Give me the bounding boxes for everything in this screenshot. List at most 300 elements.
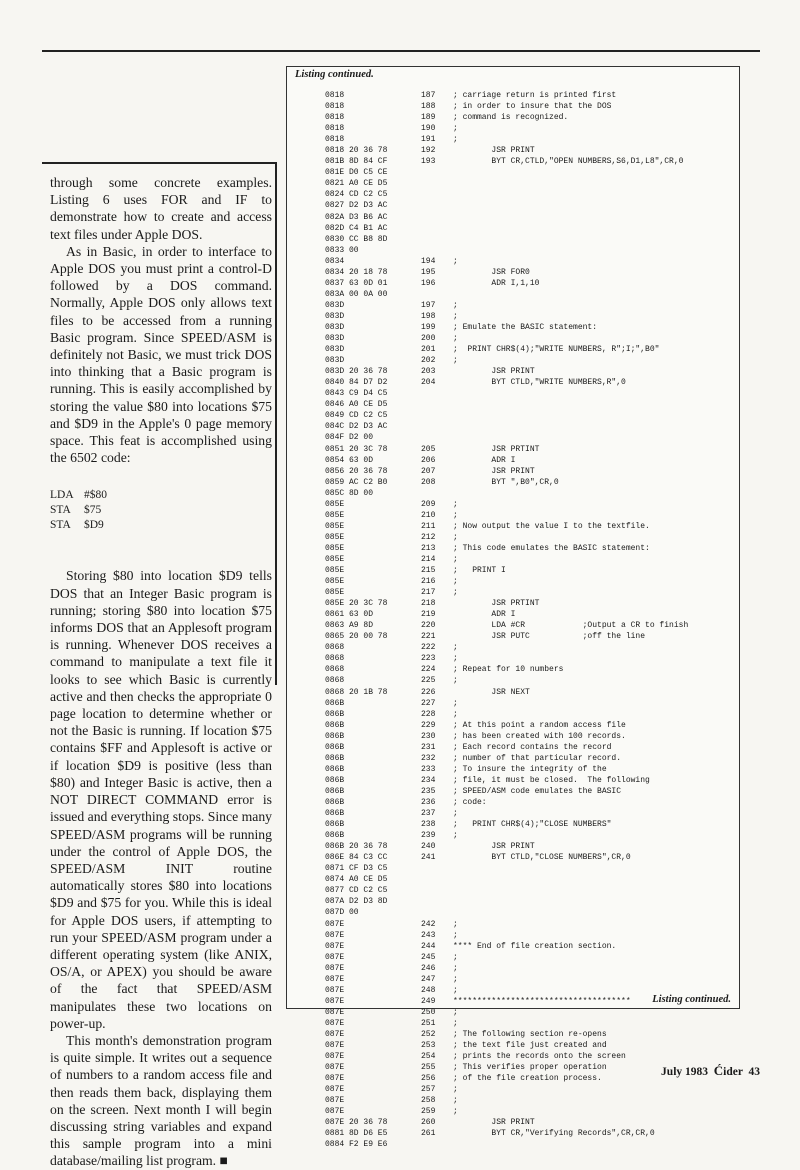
listing-source: ; code:	[453, 798, 487, 807]
listing-address: 086B	[325, 698, 345, 708]
listing-source: ; The following section re-opens	[453, 1029, 607, 1039]
listing-line-number: 206	[421, 455, 436, 465]
listing-row	[325, 543, 735, 554]
listing-line-number: 221	[421, 632, 436, 642]
listing-source: ;	[453, 809, 458, 819]
listing-line-number: 198	[421, 311, 436, 321]
listing-row	[325, 675, 735, 686]
listing-address: 0824 CD C2 C5	[325, 190, 388, 200]
listing-row	[325, 896, 735, 907]
listing-row	[325, 664, 735, 675]
listing-row	[325, 1018, 735, 1029]
listing-row	[325, 753, 735, 764]
listing-source: JSR NEXT	[453, 687, 530, 697]
listing-source: ;	[453, 135, 458, 145]
listing-line-number: 204	[421, 378, 436, 388]
listing-row	[325, 930, 735, 941]
listing-address: 0833 00	[325, 245, 359, 255]
listing-line-number: 217	[421, 588, 436, 598]
listing-line-number: 242	[421, 919, 436, 929]
listing-address: 081E D0 C5 CE	[325, 168, 388, 178]
listing-source: ; PRINT CHR$(4);"CLOSE NUMBERS"	[453, 820, 612, 830]
listing-source: ; number of that particular record.	[453, 753, 622, 763]
listing-row	[325, 742, 735, 753]
listing-line-number: 252	[421, 1029, 436, 1039]
listing-row	[325, 554, 735, 565]
listing-source: ;	[453, 643, 458, 653]
listing-line-number: 253	[421, 1041, 436, 1051]
listing-source: ;	[453, 831, 458, 841]
listing-line-number: 255	[421, 1063, 436, 1073]
listing-row	[325, 797, 735, 808]
listing-row	[325, 421, 735, 432]
listing-row	[325, 598, 735, 609]
listing-line-number: 213	[421, 543, 436, 553]
listing-address: 086B	[325, 764, 345, 774]
listing-source: BYT CTLD,"WRITE NUMBERS,R",0	[453, 378, 626, 388]
listing-line-number: 188	[421, 102, 436, 112]
listing-address: 083D	[325, 334, 345, 344]
listing-address: 0877 CD C2 C5	[325, 886, 388, 896]
listing-source: BYT ",B0",CR,0	[453, 477, 559, 487]
listing-source: *************************************	[453, 996, 631, 1006]
page-number: 43	[748, 1066, 760, 1078]
listing-row	[325, 311, 735, 322]
listing-row	[325, 510, 735, 521]
asm-opcode: LDA	[50, 489, 74, 502]
listing-row	[325, 289, 735, 300]
listing-row	[325, 1095, 735, 1106]
listing-address: 0834	[325, 256, 345, 266]
listing-source: ;	[453, 963, 458, 973]
listing-address: 0868	[325, 676, 345, 686]
listing-address: 086B	[325, 809, 345, 819]
listing-address: 0818	[325, 91, 345, 100]
listing-source: ; PRINT CHR$(4);"WRITE NUMBERS, R";I;",B0"	[453, 345, 660, 355]
listing-address: 085E	[325, 554, 345, 564]
listing-source: ;	[453, 1107, 458, 1117]
listing-address: 082D C4 B1 AC	[325, 223, 388, 233]
listing-line-number: 256	[421, 1074, 436, 1084]
listing-line-number: 210	[421, 510, 436, 520]
listing-address: 0846 A0 CE D5	[325, 400, 388, 410]
listing-source: ; file, it must be closed. The following	[453, 775, 650, 785]
listing-row	[325, 1040, 735, 1051]
listing-row	[325, 1029, 735, 1040]
asm-operand: #$80	[84, 489, 107, 502]
listing-row	[325, 709, 735, 720]
listing-address: 083D	[325, 311, 345, 321]
listing-source: ;	[453, 676, 458, 686]
listing-line-number: 193	[421, 157, 436, 167]
listing-row	[325, 587, 735, 598]
issue-date: July 1983	[661, 1066, 709, 1078]
listing-source: ; in order to insure that the DOS	[453, 102, 612, 112]
listing-row	[325, 156, 735, 167]
listing-row	[325, 764, 735, 775]
listing-line-number: 249	[421, 996, 436, 1006]
listing-source: ;	[453, 698, 458, 708]
listing-line-number: 219	[421, 610, 436, 620]
listing-source: ;	[453, 919, 458, 929]
listing-line-number: 214	[421, 554, 436, 564]
listing-line-number: 244	[421, 941, 436, 951]
listing-source: ;	[453, 577, 458, 587]
listing-source: ;	[453, 334, 458, 344]
listing-row	[325, 488, 735, 499]
listing-line-number: 216	[421, 577, 436, 587]
listing-source: ; Emulate the BASIC statement:	[453, 322, 598, 332]
listing-source: ; PRINT I	[453, 566, 506, 576]
listing-address: 087E	[325, 1096, 345, 1106]
listing-address: 087E	[325, 941, 345, 951]
asm-opcode: STA	[50, 519, 71, 532]
article-column	[50, 174, 272, 1170]
listing-source: JSR PRINT	[453, 842, 535, 852]
listing-source: ;	[453, 1085, 458, 1095]
asm-opcode: STA	[50, 504, 71, 517]
listing-row	[325, 178, 735, 189]
listing-source: BYT CR,"Verifying Records",CR,CR,0	[453, 1129, 655, 1139]
listing-address: 0865 20 00 78	[325, 632, 388, 642]
listing-source: JSR PRINT	[453, 146, 535, 156]
listing-row	[325, 388, 735, 399]
listing-address: 087E	[325, 1052, 345, 1062]
listing-source: ; prints the records onto the screen	[453, 1052, 626, 1062]
listing-line-number: 223	[421, 654, 436, 664]
listing-row	[325, 200, 735, 211]
listing-line-number: 240	[421, 842, 436, 852]
listing-address: 0834 20 18 78	[325, 267, 388, 277]
listing-address: 0874 A0 CE D5	[325, 875, 388, 885]
listing-source: ; SPEED/ASM code emulates the BASIC	[453, 786, 622, 796]
listing-line-number: 248	[421, 985, 436, 995]
listing-address: 0881 8D D6 E5	[325, 1129, 388, 1139]
listing-line-number: 215	[421, 566, 436, 576]
listing-source: JSR PUTC ;off the line	[453, 632, 646, 642]
listing-row	[325, 112, 735, 123]
listing-line-number: 261	[421, 1129, 436, 1139]
listing-row	[325, 123, 735, 134]
listing-source: ADR I	[453, 455, 516, 465]
listing-source: **** End of file creation section.	[453, 941, 617, 951]
listing-row	[325, 223, 735, 234]
magazine-logo	[713, 1063, 743, 1078]
listing-source: ;	[453, 499, 458, 509]
listing-line-number: 207	[421, 466, 436, 476]
listing-row	[325, 1117, 735, 1128]
listing-address: 085E	[325, 577, 345, 587]
listing-address: 087E	[325, 952, 345, 962]
listing-address: 0884 F2 E9 E6	[325, 1140, 388, 1150]
listing-source: ; of the file creation process.	[453, 1074, 602, 1084]
listing-row	[325, 499, 735, 510]
asm-operand: $D9	[84, 519, 104, 532]
article-paragraph: Storing $80 into location $D9 tells DOS that an Integer Basic program is running; storing $80 into location $75 informs DOS that an Applesoft program is running. Whenever DOS receives a command to manipulate a text file it looks to see which Basic is currently active and then checks the appropriate 0 page location to determine whether or not the Basic is running. If location $75 contains $FF and Applesoft is active or if location $D9 is positive (less than $80) and Integer Basic is active, then a NOT DIRECT COMMAND error is issued and everything stops. Since many SPEED/ASM programs will be running under the control of Apple DOS, the SPEED/ASM INIT routine automatically stores $80 into locations $D9 and $75 for you. While this is ideal for Apple DOS users, if attempting to run your SPEED/ASM program under a different operating system (like ANIX, OS/A, or APEX) you should be aware of the fact that SPEED/ASM manipulates these two locations on power-up.	[50, 568, 273, 1031]
listing-row	[325, 1084, 735, 1095]
listing-row	[325, 907, 735, 918]
listing-line-number: 245	[421, 952, 436, 962]
listing-address: 0859 AC C2 B0	[325, 477, 388, 487]
listing-source: BYT CR,CTLD,"OPEN NUMBERS,S6,D1,L8",CR,0	[453, 157, 684, 167]
listing-address: 0840 84 D7 D2	[325, 378, 388, 388]
listing-row	[325, 1007, 735, 1018]
listing-address: 086B	[325, 831, 345, 841]
listing-address: 086B	[325, 820, 345, 830]
listing-source: ;	[453, 654, 458, 664]
listing-row	[325, 919, 735, 930]
listing-row	[325, 256, 735, 267]
listing-row	[325, 841, 735, 852]
listing-row	[325, 145, 735, 156]
listing-row	[325, 267, 735, 278]
listing-address: 0818	[325, 135, 345, 145]
listing-line-number: 239	[421, 831, 436, 841]
listing-row	[325, 333, 735, 344]
listing-row	[325, 1139, 735, 1150]
listing-row	[325, 698, 735, 709]
listing-source: ;	[453, 124, 458, 134]
listing-row	[325, 532, 735, 543]
listing-row	[325, 101, 735, 112]
listing-line-number: 243	[421, 930, 436, 940]
listing-line-number: 205	[421, 444, 436, 454]
listing-line-number: 199	[421, 322, 436, 332]
listing-source: BYT CTLD,"CLOSE NUMBERS",CR,0	[453, 853, 631, 863]
listing-row	[325, 631, 735, 642]
listing-row	[325, 720, 735, 731]
listing-address: 0849 CD C2 C5	[325, 411, 388, 421]
listing-source: JSR FOR0	[453, 267, 530, 277]
listing-source: ;	[453, 311, 458, 321]
listing-source: ; This code emulates the BASIC statement:	[453, 543, 650, 553]
listing-line-number: 202	[421, 356, 436, 366]
listing-row	[325, 687, 735, 698]
top-rule	[42, 50, 760, 52]
listing-row	[325, 653, 735, 664]
listing-row	[325, 808, 735, 819]
listing-source: ;	[453, 1007, 458, 1017]
listing-line-number: 192	[421, 146, 436, 156]
listing-row	[325, 963, 735, 974]
listing-address: 086B	[325, 742, 345, 752]
listing-address: 083D	[325, 322, 345, 332]
listing-code	[325, 90, 735, 1151]
listing-line-number: 209	[421, 499, 436, 509]
listing-row	[325, 830, 735, 841]
listing-line-number: 220	[421, 621, 436, 631]
article-paragraph: through some concrete examples. Listing 6 uses FOR and IF to demonstrate how to create and access text files under Apple DOS.	[50, 175, 272, 242]
listing-address: 0868	[325, 654, 345, 664]
listing-address: 087E	[325, 996, 345, 1006]
listing-source: ;	[453, 709, 458, 719]
listing-line-number: 222	[421, 643, 436, 653]
listing-address: 083D 20 36 78	[325, 367, 388, 377]
listing-address: 085C 8D 00	[325, 488, 374, 498]
listing-address: 085E	[325, 510, 345, 520]
listing-row	[325, 366, 735, 377]
listing-row	[325, 521, 735, 532]
listing-source: ;	[453, 1018, 458, 1028]
listing-address: 084C D2 D3 AC	[325, 422, 388, 432]
listing-address: 084F D2 00	[325, 433, 374, 443]
listing-address: 087E	[325, 963, 345, 973]
listing-row	[325, 952, 735, 963]
listing-address: 086B	[325, 775, 345, 785]
listing-line-number: 195	[421, 267, 436, 277]
listing-line-number: 258	[421, 1096, 436, 1106]
listing-row	[325, 167, 735, 178]
listing-row	[325, 212, 735, 223]
listing-line-number: 236	[421, 798, 436, 807]
listing-address: 086B	[325, 798, 345, 807]
listing-row	[325, 377, 735, 388]
listing-line-number: 231	[421, 742, 436, 752]
listing-source: ; carriage return is printed first	[453, 91, 617, 100]
listing-row	[325, 852, 735, 863]
listing-row	[325, 941, 735, 952]
listing-row	[325, 300, 735, 311]
listing-row	[325, 642, 735, 653]
listing-line-number: 229	[421, 720, 436, 730]
listing-address: 0854 63 0D	[325, 455, 374, 465]
listing-address: 0818	[325, 113, 345, 123]
listing-line-number: 238	[421, 820, 436, 830]
listing-source: ADR I,1,10	[453, 278, 540, 288]
listing-line-number: 226	[421, 687, 436, 697]
listing-line-number: 241	[421, 853, 436, 863]
listing-address: 086B	[325, 786, 345, 796]
asm-line	[50, 503, 272, 518]
listing-line-number: 237	[421, 809, 436, 819]
listing-line-number: 218	[421, 599, 436, 609]
listing-source: ;	[453, 588, 458, 598]
listing-address: 0868	[325, 643, 345, 653]
listing-line-number: 228	[421, 709, 436, 719]
listing-source: ; To insure the integrity of the	[453, 764, 607, 774]
listing-line-number: 191	[421, 135, 436, 145]
listing-row	[325, 410, 735, 421]
listing-address: 085E	[325, 588, 345, 598]
listing-address: 0837 63 0D 01	[325, 278, 388, 288]
listing-line-number: 197	[421, 300, 436, 310]
listing-address: 086B	[325, 731, 345, 741]
listing-address: 087D 00	[325, 908, 359, 918]
listing-address: 0843 C9 D4 C5	[325, 389, 388, 399]
listing-address: 087E	[325, 930, 345, 940]
listing-row	[325, 189, 735, 200]
listing-row	[325, 731, 735, 742]
listing-address: 086E 84 C3 CC	[325, 853, 388, 863]
listing-line-number: 233	[421, 764, 436, 774]
listing-row	[325, 90, 735, 101]
listing-source: ; Now output the value I to the textfile.	[453, 521, 650, 531]
listing-row	[325, 234, 735, 245]
listing-address: 087E	[325, 1041, 345, 1051]
listing-address: 085E 20 3C 78	[325, 599, 388, 609]
listing-address: 087E	[325, 985, 345, 995]
listing-row	[325, 1128, 735, 1139]
magazine-name: ider	[723, 1066, 743, 1078]
listing-line-number: 230	[421, 731, 436, 741]
listing-caption: Listing continued.	[295, 69, 374, 80]
listing-source: ;	[453, 300, 458, 310]
asm-snippet	[50, 488, 272, 533]
listing-source: ;	[453, 930, 458, 940]
listing-address: 081B 8D 84 CF	[325, 157, 388, 167]
listing-line-number: 259	[421, 1107, 436, 1117]
listing-address: 0830 CC B8 8D	[325, 234, 388, 244]
listing-row	[325, 576, 735, 587]
listing-source: ; This verifies proper operation	[453, 1063, 607, 1073]
listing-address: 0863 A9 8D	[325, 621, 374, 631]
listing-row	[325, 1051, 735, 1062]
page-footer	[661, 1063, 760, 1079]
listing-address: 0827 D2 D3 AC	[325, 201, 388, 211]
listing-line-number: 211	[421, 521, 436, 531]
listing-source: ;	[453, 952, 458, 962]
listing-row	[325, 322, 735, 333]
asm-line	[50, 488, 272, 503]
listing-address: 0868 20 1B 78	[325, 687, 388, 697]
listing-address: 083D	[325, 300, 345, 310]
listing-line-number: 234	[421, 775, 436, 785]
listing-address: 087A D2 D3 8D	[325, 897, 388, 907]
asm-operand: $75	[84, 504, 102, 517]
listing-row	[325, 245, 735, 256]
listing-line-number: 232	[421, 753, 436, 763]
listing-row	[325, 466, 735, 477]
listing-address: 087E	[325, 1063, 345, 1073]
listing-line-number: 200	[421, 334, 436, 344]
listing-line-number: 224	[421, 665, 436, 675]
listing-source: ; the text file just created and	[453, 1041, 607, 1051]
listing-source: JSR PRINT	[453, 367, 535, 377]
listing-address: 0818	[325, 102, 345, 112]
listing-address: 0818 20 36 78	[325, 146, 388, 156]
listing-address: 0868	[325, 665, 345, 675]
listing-address: 082A D3 B6 AC	[325, 212, 388, 222]
listing-row	[325, 819, 735, 830]
listing-address: 085E	[325, 499, 345, 509]
listing-source: ; Repeat for 10 numbers	[453, 665, 564, 675]
listing-line-number: 254	[421, 1052, 436, 1062]
listing-address: 086B	[325, 720, 345, 730]
listing-address: 087E	[325, 919, 345, 929]
asm-line	[50, 518, 272, 533]
listing-line-number: 194	[421, 256, 436, 266]
listing-source: ; Each record contains the record	[453, 742, 612, 752]
apple-logo-icon: Ć	[713, 1063, 724, 1078]
listing-address: 087E	[325, 1107, 345, 1117]
listing-line-number: 190	[421, 124, 436, 134]
listing-line-number: 235	[421, 786, 436, 796]
listing-row	[325, 355, 735, 366]
listing-line-number: 208	[421, 477, 436, 487]
listing-row	[325, 620, 735, 631]
listing-row	[325, 477, 735, 488]
listing-address: 0856 20 36 78	[325, 466, 388, 476]
listing-line-number: 251	[421, 1018, 436, 1028]
listing-address: 0871 CF D3 C5	[325, 864, 388, 874]
listing-line-number: 187	[421, 91, 436, 100]
listing-line-number: 260	[421, 1118, 436, 1128]
listing-address: 0818	[325, 124, 345, 134]
listing-address: 083D	[325, 345, 345, 355]
listing-row	[325, 863, 735, 874]
listing-address: 0851 20 3C 78	[325, 444, 388, 454]
listing-row	[325, 885, 735, 896]
